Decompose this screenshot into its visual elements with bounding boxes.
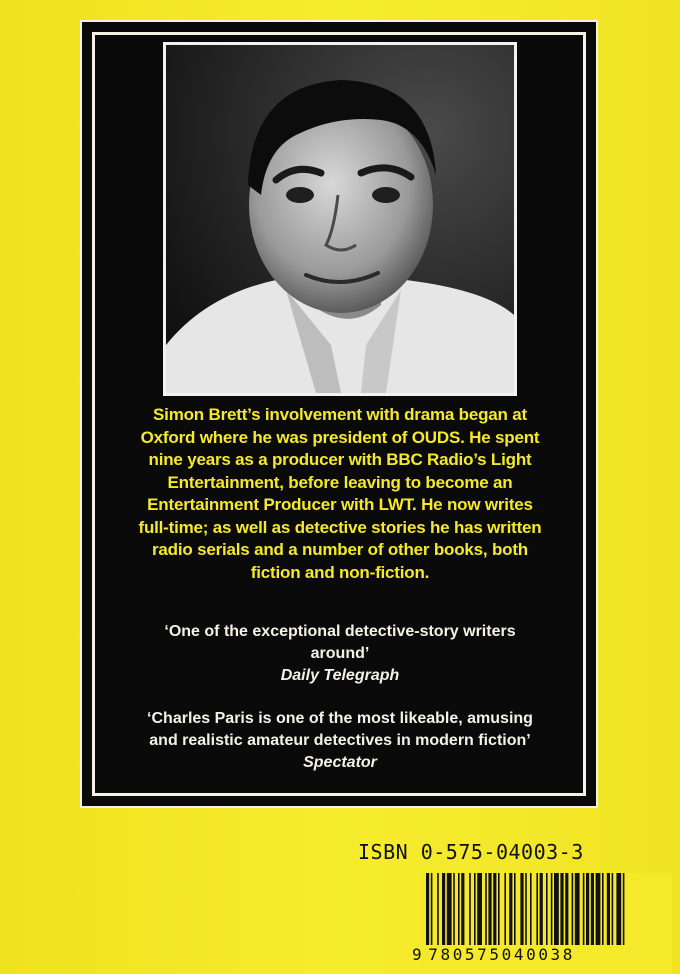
barcode-bar: [591, 873, 594, 945]
barcode-bar: [530, 873, 532, 945]
barcode-bar: [607, 873, 610, 945]
barcode-bar: [551, 873, 553, 945]
quote-source: Spectator: [303, 754, 377, 771]
barcode-bar: [461, 873, 464, 945]
barcode-bar: [458, 873, 460, 945]
quote-line: and realistic amateur detectives in modern fiction’: [149, 732, 531, 749]
barcode-bar: [520, 873, 523, 945]
barcode-bar: [469, 873, 471, 945]
barcode-bar: [485, 873, 487, 945]
barcode-bar: [514, 873, 516, 945]
barcode-bar: [586, 873, 589, 945]
barcode-bar: [493, 873, 496, 945]
barcode-bar: [447, 873, 452, 945]
bio-line: Entertainment Producer with LWT. He now writes: [147, 495, 533, 514]
barcode-bar: [540, 873, 543, 945]
barcode-bar: [453, 873, 455, 945]
bio-line: Simon Brett’s involvement with drama began at: [153, 405, 527, 424]
barcode-bar: [426, 873, 429, 945]
bio-line: Entertainment, before leaving to become an: [167, 472, 513, 492]
bio-line: radio serials and a number of other books, both: [152, 540, 528, 559]
barcode-bar: [498, 873, 500, 945]
review-quote: [110, 708, 570, 774]
barcode-bar: [536, 873, 538, 945]
barcode-bar: [504, 873, 506, 945]
barcode-bar: [509, 873, 512, 945]
bio-line: Oxford where he was president of OUDS. He spent: [140, 427, 540, 447]
barcode-bar: [616, 873, 621, 945]
isbn-number: ISBN 0-575-04003-3: [358, 840, 584, 864]
barcode-bar: [442, 873, 445, 945]
author-portrait-photo: [163, 42, 517, 396]
barcode-bar: [554, 873, 559, 945]
barcode-bar: [437, 873, 439, 945]
review-quote: [110, 621, 570, 687]
barcode-bar: [575, 873, 580, 945]
barcode-bar: [431, 873, 433, 945]
bio-line: fiction and non-fiction.: [250, 562, 430, 582]
barcode-bar: [560, 873, 563, 945]
bio-line: full-time; as well as detective stories he has written: [138, 517, 542, 537]
barcode-bar: [546, 873, 548, 945]
barcode-bar: [596, 873, 601, 945]
barcode-lead-digit: 9: [412, 945, 425, 964]
barcode-bar: [477, 873, 482, 945]
barcode-bar: [565, 873, 568, 945]
quote-line: around’: [310, 645, 370, 662]
barcode-bar: [474, 873, 476, 945]
barcode-bar: [623, 873, 625, 945]
quote-line: ‘Charles Paris is one of the most likeable, amusing: [147, 710, 533, 727]
barcode-digits: [412, 945, 680, 964]
barcode-bar: [525, 873, 527, 945]
barcode-bar: [583, 873, 585, 945]
barcode-number: 780575040038: [428, 945, 576, 964]
bio-line: nine years as a producer with BBC Radio’s Light: [148, 450, 532, 469]
author-bio: [110, 404, 570, 584]
barcode-bar: [572, 873, 574, 945]
barcode-bar: [488, 873, 491, 945]
quote-line: ‘One of the exceptional detective-story writers: [164, 623, 516, 640]
barcode-bar: [602, 873, 604, 945]
barcode-bar: [612, 873, 614, 945]
quote-source: Daily Telegraph: [280, 667, 400, 684]
